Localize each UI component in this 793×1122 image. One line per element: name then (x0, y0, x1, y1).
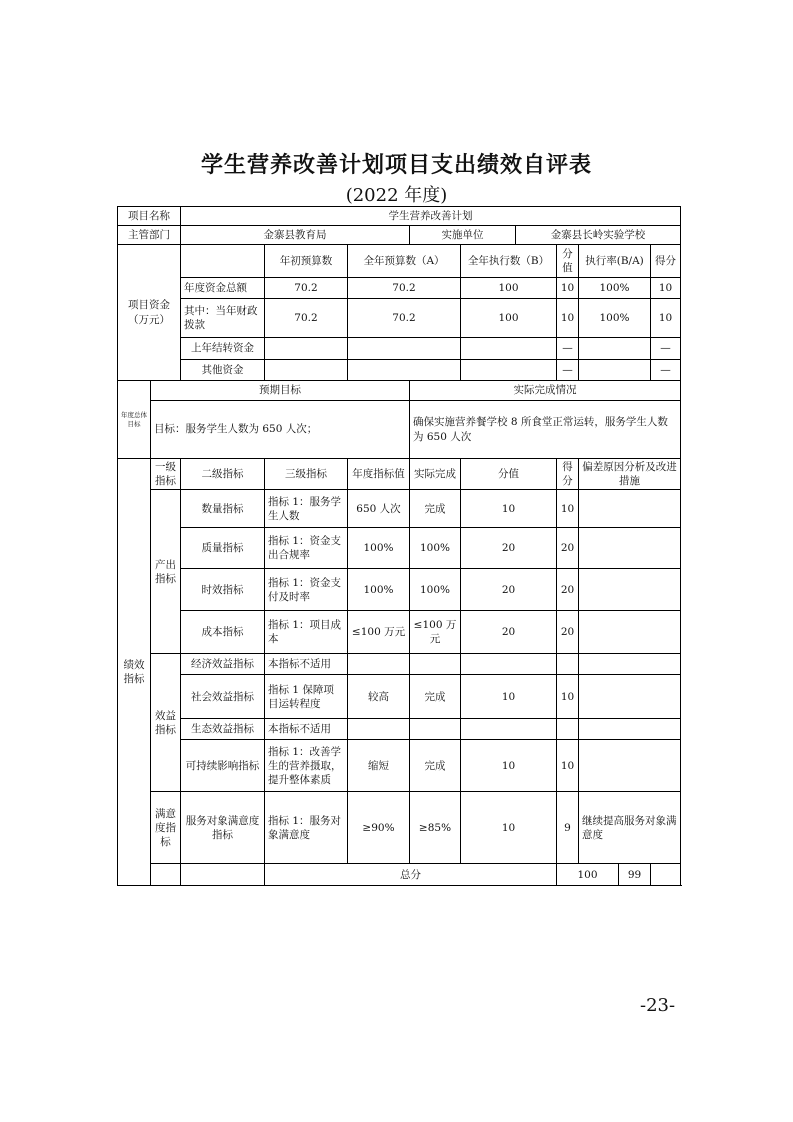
indicator-target: 缩短 (348, 740, 410, 792)
total-blank-2 (181, 864, 265, 886)
funds-header-rate: 执行率(B/A) (579, 245, 651, 278)
indicator-l3: 指标 1：资金支付及时率 (265, 569, 348, 611)
indicator-actual (410, 719, 461, 740)
indicator-score (557, 654, 579, 675)
funds-row (118, 338, 681, 360)
funds-row-annual: 70.2 (348, 278, 461, 299)
indicator-target (348, 654, 410, 675)
indicator-l2: 质量指标 (181, 528, 265, 569)
funds-row-rate: 100% (579, 278, 651, 299)
goals-content-row (118, 401, 681, 459)
goals-expected-header: 预期目标 (151, 381, 410, 401)
indicator-l2: 成本指标 (181, 611, 265, 654)
indicator-value (461, 654, 557, 675)
department-row (118, 226, 681, 245)
ind-header-value: 分值 (461, 459, 557, 490)
indicator-target: 较高 (348, 675, 410, 719)
funds-row-score-value: 10 (557, 278, 579, 299)
indicator-score: 10 (557, 675, 579, 719)
ind-header-l3: 三级指标 (265, 459, 348, 490)
funds-row-annual (348, 360, 461, 381)
funds-header-score: 得分 (651, 245, 681, 278)
indicator-score: 10 (557, 740, 579, 792)
indicator-l3: 指标 1：资金支出合规率 (265, 528, 348, 569)
indicator-l2: 生态效益指标 (181, 719, 265, 740)
indicator-value: 10 (461, 490, 557, 528)
impl-value: 金寨县长岭实验学校 (516, 226, 681, 245)
indicator-row (118, 490, 681, 528)
indicator-score: 9 (557, 792, 579, 864)
total-score: 99 (619, 864, 651, 886)
funds-row-executed (461, 338, 557, 360)
ind-header-actual: 实际完成 (410, 459, 461, 490)
funds-row-score-value: — (557, 360, 579, 381)
funds-row-score: — (651, 360, 681, 381)
funds-row-executed: 100 (461, 299, 557, 338)
indicator-target (348, 719, 410, 740)
indicator-row (118, 740, 681, 792)
indicator-actual: ≤100 万元 (410, 611, 461, 654)
total-label: 总分 (265, 864, 557, 886)
indicator-l2: 经济效益指标 (181, 654, 265, 675)
funds-header-annual: 全年预算数（A） (348, 245, 461, 278)
document-title: 学生营养改善计划项目支出绩效自评表 (200, 152, 592, 178)
indicator-row (118, 675, 681, 719)
indicator-value: 20 (461, 528, 557, 569)
indicator-actual: 完成 (410, 490, 461, 528)
funds-row-score: — (651, 338, 681, 360)
satisfaction-label: 满意度指标 (151, 792, 181, 864)
funds-row-score-value: 10 (557, 299, 579, 338)
project-name-value: 学生营养改善计划 (181, 207, 681, 226)
indicator-l3: 指标 1 保障项目运转程度 (265, 675, 348, 719)
indicator-row (118, 654, 681, 675)
ind-header-l1: 一级指标 (151, 459, 181, 490)
indicator-value: 10 (461, 675, 557, 719)
indicator-target: ≥90% (348, 792, 410, 864)
funds-row-initial (265, 338, 348, 360)
indicator-note (579, 719, 681, 740)
indicator-row (118, 792, 681, 864)
funds-row (118, 299, 681, 338)
funds-row-score: 10 (651, 299, 681, 338)
goals-actual: 确保实施营养餐学校 8 所食堂正常运转，服务学生人数为 650 人次 (410, 401, 681, 459)
funds-header-row (118, 245, 681, 278)
funds-row-score: 10 (651, 278, 681, 299)
funds-row-initial (265, 360, 348, 381)
indicator-actual: 100% (410, 528, 461, 569)
indicator-row (118, 719, 681, 740)
indicators-label: 绩效指标 (118, 459, 151, 886)
output-label: 产出指标 (151, 490, 181, 654)
indicator-note (579, 740, 681, 792)
total-note (651, 864, 681, 886)
goals-header-row (118, 381, 681, 401)
indicator-l3: 指标 1：改善学生的营养摄取，提升整体素质 (265, 740, 348, 792)
ind-header-score: 得分 (557, 459, 579, 490)
ind-header-l2: 二级指标 (181, 459, 265, 490)
funds-row-rate (579, 338, 651, 360)
impl-label: 实施单位 (410, 226, 516, 245)
indicator-value: 20 (461, 569, 557, 611)
indicator-value: 10 (461, 740, 557, 792)
document-subtitle: (2022 年度) (345, 185, 448, 206)
indicator-target: 100% (348, 528, 410, 569)
indicator-actual: 完成 (410, 740, 461, 792)
dept-label: 主管部门 (118, 226, 181, 245)
indicator-score: 20 (557, 528, 579, 569)
indicator-value (461, 719, 557, 740)
indicator-target: 650 人次 (348, 490, 410, 528)
funds-row (118, 360, 681, 381)
indicator-row (118, 528, 681, 569)
indicator-score (557, 719, 579, 740)
funds-row-initial: 70.2 (265, 278, 348, 299)
total-value: 100 (557, 864, 619, 886)
funds-header-initial: 年初预算数 (265, 245, 348, 278)
funds-row-name: 上年结转资金 (181, 338, 265, 360)
funds-row-annual: 70.2 (348, 299, 461, 338)
goals-label: 年度总体目标 (118, 381, 151, 459)
funds-header-executed: 全年执行数（B） (461, 245, 557, 278)
indicator-l3: 本指标不适用 (265, 719, 348, 740)
funds-row-name: 年度资金总额 (181, 278, 265, 299)
indicator-note (579, 675, 681, 719)
total-row (118, 864, 681, 886)
indicator-target: ≤100 万元 (348, 611, 410, 654)
page-number: -23- (640, 995, 676, 1016)
ind-header-target: 年度指标值 (348, 459, 410, 490)
funds-row-name: 其他资金 (181, 360, 265, 381)
funds-row-rate (579, 360, 651, 381)
indicator-actual (410, 654, 461, 675)
indicator-l2: 时效指标 (181, 569, 265, 611)
indicator-l3: 指标 1：服务对象满意度 (265, 792, 348, 864)
indicator-note: 继续提高服务对象满意度 (579, 792, 681, 864)
indicator-note (579, 528, 681, 569)
indicator-target: 100% (348, 569, 410, 611)
funds-row-score-value: — (557, 338, 579, 360)
indicator-l2: 可持续影响指标 (181, 740, 265, 792)
project-name-row (118, 207, 681, 226)
indicators-header-row (118, 459, 681, 490)
ind-header-note: 偏差原因分析及改进措施 (579, 459, 681, 490)
funds-row-name: 其中：当年财政拨款 (181, 299, 265, 338)
indicator-note (579, 611, 681, 654)
funds-header-blank (181, 245, 265, 278)
goals-actual-header: 实际完成情况 (410, 381, 681, 401)
indicator-row (118, 611, 681, 654)
indicator-score: 20 (557, 569, 579, 611)
project-name-label: 项目名称 (118, 207, 181, 226)
funds-row-rate: 100% (579, 299, 651, 338)
funds-row-annual (348, 338, 461, 360)
funds-label: 项目资金（万元） (118, 245, 181, 381)
indicator-row (118, 569, 681, 611)
funds-row-executed (461, 360, 557, 381)
benefit-label: 效益指标 (151, 654, 181, 792)
funds-row-initial: 70.2 (265, 299, 348, 338)
indicator-value: 20 (461, 611, 557, 654)
indicator-actual: ≥85% (410, 792, 461, 864)
indicator-l3: 指标 1：项目成本 (265, 611, 348, 654)
total-blank-1 (151, 864, 181, 886)
indicator-l2: 社会效益指标 (181, 675, 265, 719)
funds-row-executed: 100 (461, 278, 557, 299)
goals-expected: 目标：服务学生人数为 650 人次； (151, 401, 410, 459)
indicator-score: 10 (557, 490, 579, 528)
funds-header-score-value: 分值 (557, 245, 579, 278)
indicator-note (579, 490, 681, 528)
indicator-l2: 数量指标 (181, 490, 265, 528)
indicator-score: 20 (557, 611, 579, 654)
indicator-value: 10 (461, 792, 557, 864)
indicator-actual: 100% (410, 569, 461, 611)
indicator-l3: 本指标不适用 (265, 654, 348, 675)
indicator-note (579, 654, 681, 675)
indicator-l2: 服务对象满意度指标 (181, 792, 265, 864)
funds-row (118, 278, 681, 299)
indicator-actual: 完成 (410, 675, 461, 719)
indicator-l3: 指标 1：服务学生人数 (265, 490, 348, 528)
dept-value: 金寨县教育局 (181, 226, 410, 245)
performance-table (117, 206, 681, 886)
indicator-note (579, 569, 681, 611)
